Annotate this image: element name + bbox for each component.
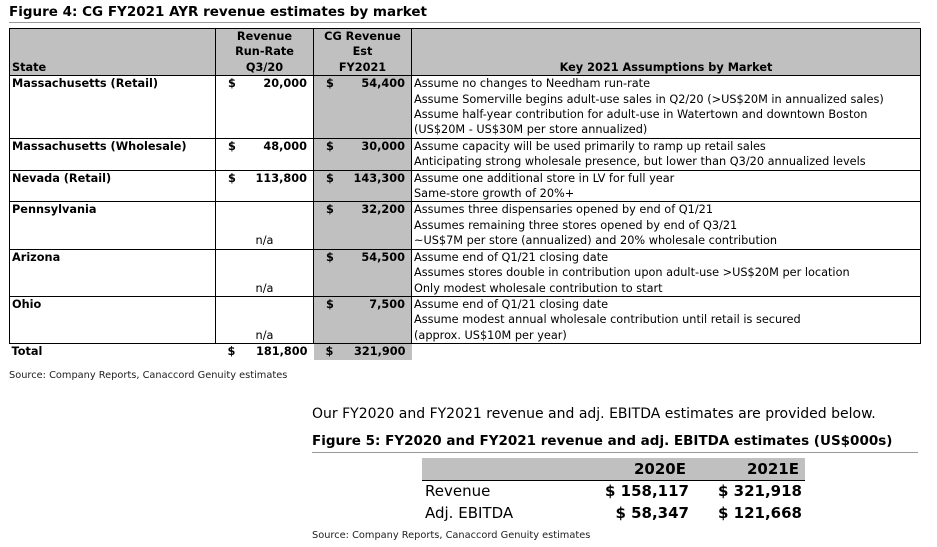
value-2020e: $ 58,347 [615, 504, 689, 522]
value-2021e: $ 121,668 [718, 504, 802, 522]
figure-4-title-rule [9, 22, 920, 23]
state-cell: Massachusetts (Retail) [10, 76, 216, 139]
body-paragraph: Our FY2020 and FY2021 revenue and adj. EBITDA estimates are provided below. [312, 406, 876, 422]
state-cell: Ohio [10, 296, 216, 343]
value-2020e: $ 158,117 [605, 482, 689, 501]
total-estimate: $ 321,900 [314, 344, 412, 360]
estimate-cell: $ 30,000 [314, 138, 412, 170]
header-runrate [216, 29, 314, 76]
estimates-header-2021e: 2021E [692, 458, 805, 480]
state-cell: Massachusetts (Wholesale) [10, 138, 216, 170]
header-runrate-line: Run-Rate [235, 45, 294, 59]
estimates-header-2020e: 2020E [582, 458, 692, 480]
assumptions-cell: Assume one additional store in LV for full year Same-store growth of 20%+ [412, 170, 921, 202]
value-2021e: $ 321,918 [718, 482, 802, 501]
table-row [10, 296, 921, 343]
assumptions-cell: Assume end of Q1/21 closing date Assume modest annual wholesale contribution until retail is secured (approx. US$10M per year) [412, 296, 921, 343]
runrate-cell: $ 20,000 [216, 76, 314, 139]
table-row [10, 249, 921, 296]
header-estimate-line: FY2021 [338, 60, 387, 74]
total-blank [412, 344, 921, 360]
total-row [10, 344, 921, 360]
table-row [10, 138, 921, 170]
row-label: Revenue [425, 482, 491, 501]
assumptions-cell: Assumes three dispensaries opened by end of Q1/21 Assumes remaining three stores opened by end of Q3/21 ~US$7M per store (annualized) and 20% wholesale contribution [412, 202, 921, 249]
table-row [10, 202, 921, 249]
assumptions-cell: Assume no changes to Needham run-rate Assume Somerville begins adult-use sales in Q2/20 (>US$20M in annualized sales) Assume half-year contribution for adult-use in Watertown and downtown Boston (US$20M - US$30M per store annualized) [412, 76, 921, 139]
state-cell: Pennsylvania [10, 202, 216, 249]
figure-4-source: Source: Company Reports, Canaccord Genuity estimates [9, 370, 288, 381]
table-row [422, 480, 805, 502]
estimate-cell: $ 143,300 [314, 170, 412, 202]
table-row [422, 502, 805, 524]
table-row [10, 170, 921, 202]
figure-5-source: Source: Company Reports, Canaccord Genuity estimates [312, 530, 591, 541]
estimate-cell: $ 7,500 [314, 296, 412, 343]
runrate-cell: n/a [216, 296, 314, 343]
runrate-cell: n/a [216, 249, 314, 296]
header-state: State [10, 29, 216, 76]
table-row [10, 76, 921, 139]
assumptions-cell: Assume capacity will be used primarily to ramp up retail sales Anticipating strong wholesale presence, but lower than Q3/20 annualized levels [412, 138, 921, 170]
header-estimate-line: CG Revenue [324, 30, 401, 43]
figure-5-title-rule [312, 452, 918, 453]
runrate-cell: $ 113,800 [216, 170, 314, 202]
state-cell: Arizona [10, 249, 216, 296]
figure-4-title: Figure 4: CG FY2021 AYR revenue estimates by market [9, 4, 427, 20]
figure-5-title: Figure 5: FY2020 and FY2021 revenue and adj. EBITDA estimates (US$000s) [312, 433, 893, 449]
header-estimate [314, 29, 412, 76]
header-runrate-line: Revenue [236, 30, 293, 43]
estimate-cell: $ 54,400 [314, 76, 412, 139]
estimate-cell: $ 54,500 [314, 249, 412, 296]
total-label: Total [10, 344, 216, 360]
total-runrate: $ 181,800 [216, 344, 314, 360]
estimates-header-blank [422, 458, 582, 480]
row-label: Adj. EBITDA [425, 504, 514, 522]
state-cell: Nevada (Retail) [10, 170, 216, 202]
revenue-by-market-table [9, 28, 921, 360]
runrate-cell: n/a [216, 202, 314, 249]
header-estimate-line: Est [352, 45, 373, 59]
header-runrate-line: Q3/20 [245, 60, 284, 74]
estimates-table [422, 458, 805, 524]
header-key-assumptions: Key 2021 Assumptions by Market [412, 29, 921, 76]
runrate-cell: $ 48,000 [216, 138, 314, 170]
assumptions-cell: Assume end of Q1/21 closing date Assumes stores double in contribution upon adult-use >US$20M per location Only modest wholesale contribution to start [412, 249, 921, 296]
estimates-header-row [422, 458, 805, 480]
table-header-row [10, 29, 921, 76]
estimate-cell: $ 32,200 [314, 202, 412, 249]
